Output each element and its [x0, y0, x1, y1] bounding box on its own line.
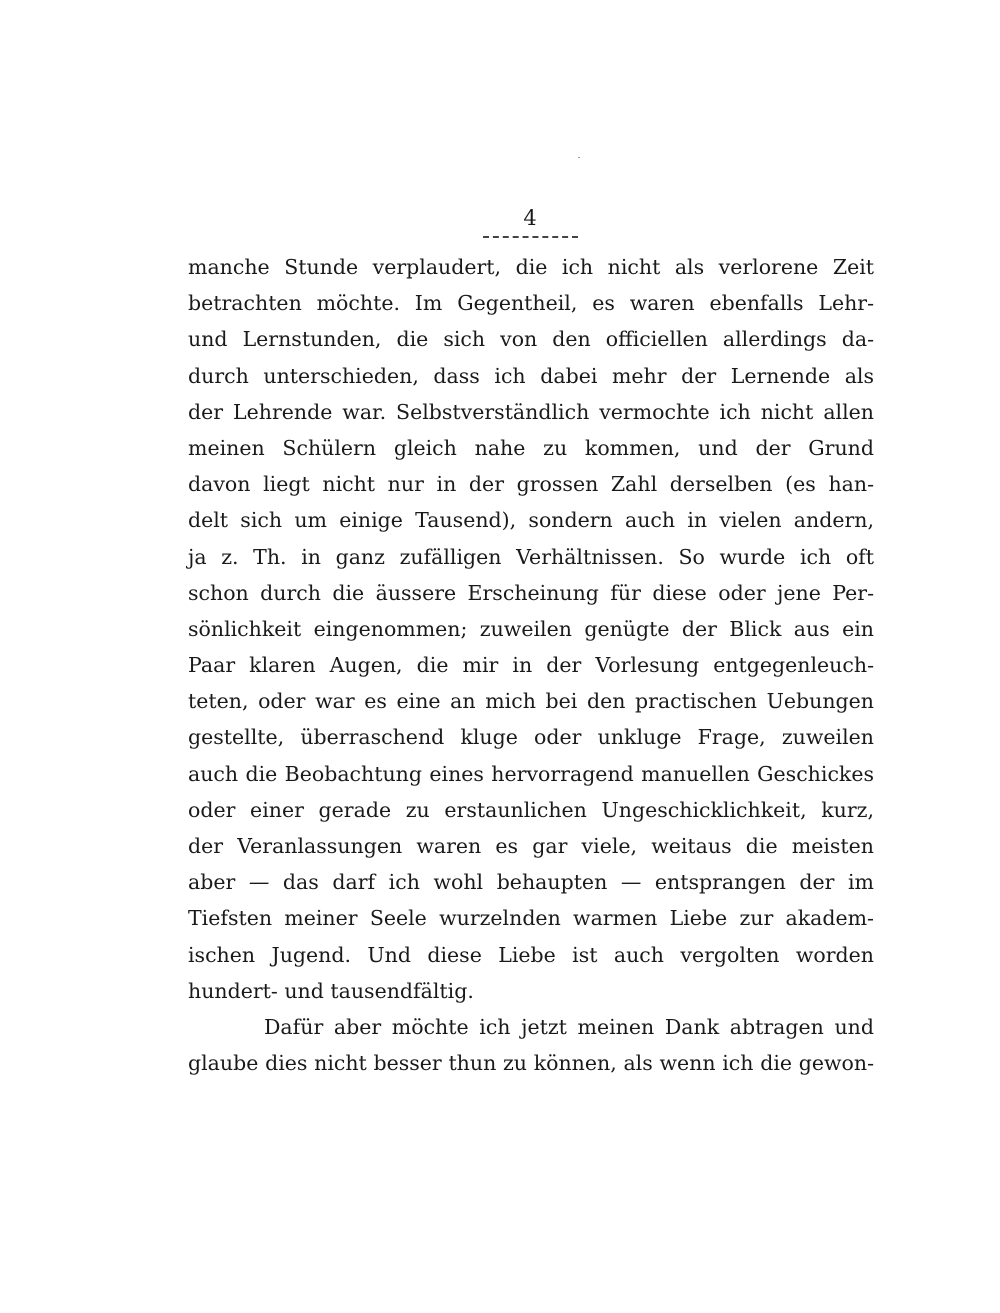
text-line: ischen Jugend. Und diese Liebe ist auch vergolten worden: [188, 942, 874, 967]
text-line: meinen Schülern gleich nahe zu kommen, und der Grund: [188, 435, 874, 460]
text-line: davon liegt nicht nur in der grossen Zahl derselben (es han-: [188, 472, 874, 497]
text-line: Tiefsten meiner Seele wurzelnden warmen Liebe zur akadem-: [188, 906, 874, 931]
text-line: gestellte, überraschend kluge oder unkluge Frage, zuweilen: [188, 725, 874, 750]
text-line: auch die Beobachtung eines hervorragend manuellen Geschickes: [188, 761, 874, 786]
text-line: der Lehrende war. Selbstverständlich vermochte ich nicht allen: [188, 399, 874, 424]
text-line: oder einer gerade zu erstaunlichen Ungeschicklichkeit, kurz,: [188, 797, 874, 822]
text-line: ja z. Th. in ganz zufälligen Verhältnissen. So wurde ich oft: [188, 544, 874, 569]
text-line: aber — das darf ich wohl behaupten — entsprangen der im: [188, 870, 874, 895]
text-line: Paar klaren Augen, die mir in der Vorlesung entgegenleuch-: [188, 653, 874, 678]
text-line: sönlichkeit eingenommen; zuweilen genügte der Blick aus ein: [188, 616, 874, 641]
text-line: manche Stunde verplaudert, die ich nicht als verlorene Zeit: [188, 255, 874, 279]
text-line: hundert- und tausendfältig.: [188, 978, 474, 1003]
paragraph: [188, 249, 874, 1009]
text-line: Dafür aber möchte ich jetzt meinen Dank abtragen und: [264, 1014, 874, 1039]
text-line: und Lernstunden, die sich von den officiellen allerdings da-: [188, 327, 874, 352]
page-number: 4: [523, 206, 537, 230]
text-line: glaube dies nicht besser thun zu können, als wenn ich die gewon-: [188, 1051, 874, 1076]
text-line: schon durch die äussere Erscheinung für diese oder jene Per-: [188, 580, 874, 605]
header-rule: [483, 236, 578, 238]
text-line: delt sich um einige Tausend), sondern auch in vielen andern,: [188, 508, 874, 533]
text-line: teten, oder war es eine an mich bei den practischen Uebungen: [188, 689, 874, 714]
text-line: betrachten möchte. Im Gegentheil, es waren ebenfalls Lehr-: [188, 291, 874, 316]
text-line: der Veranlassungen waren es gar viele, weitaus die meisten: [188, 834, 874, 858]
body-text: [188, 249, 874, 1081]
paragraph: [188, 1009, 874, 1081]
text-line: durch unterschieden, dass ich dabei mehr der Lernende als: [188, 363, 874, 388]
scan-speck: [578, 157, 580, 158]
